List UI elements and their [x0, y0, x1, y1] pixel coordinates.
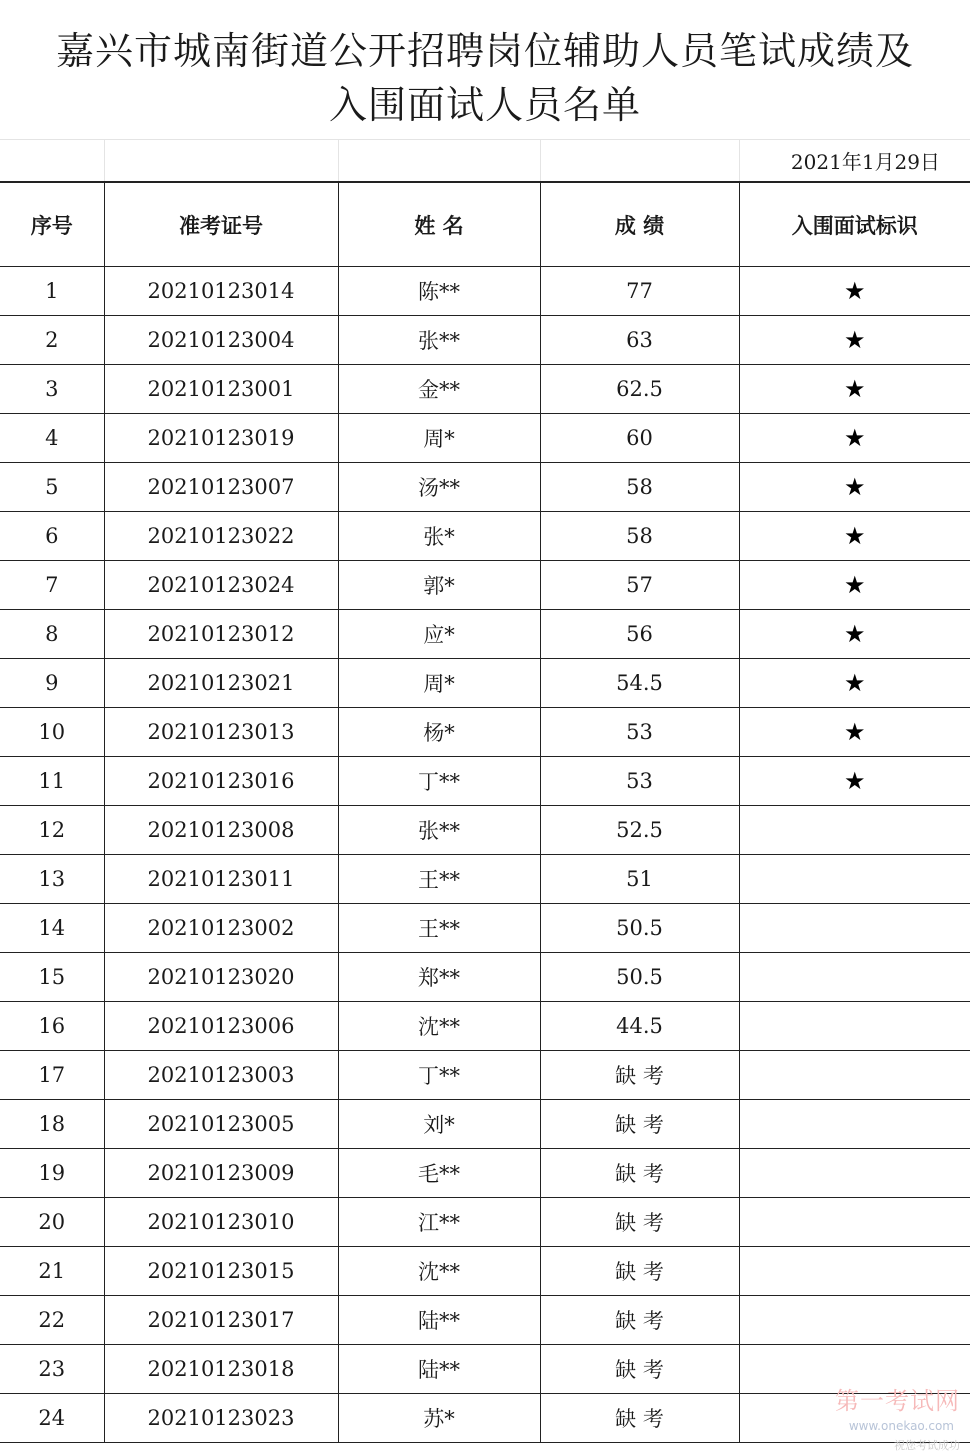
star-icon: ★: [843, 571, 866, 599]
score-cell: 51: [540, 855, 739, 904]
interview-mark-cell: [739, 757, 970, 806]
star-icon: ★: [843, 669, 866, 697]
serial-number-cell: 3: [0, 365, 104, 414]
interview-mark-cell: [739, 806, 970, 855]
table-row: [0, 1296, 970, 1345]
table-row: [0, 904, 970, 953]
results-table: [0, 139, 970, 1443]
serial-number-cell: 21: [0, 1247, 104, 1296]
name-cell: 汤**: [338, 463, 540, 512]
score-cell: 50.5: [540, 904, 739, 953]
serial-number-cell: 8: [0, 610, 104, 659]
table-row: [0, 365, 970, 414]
table-row: [0, 953, 970, 1002]
name-cell: 丁**: [338, 1051, 540, 1100]
name-cell: 陆**: [338, 1345, 540, 1394]
serial-number-cell: 5: [0, 463, 104, 512]
name-cell: 陈**: [338, 267, 540, 316]
watermark-site-name: 第一考试网: [835, 1387, 960, 1415]
score-cell: 缺 考: [540, 1100, 739, 1149]
site-watermark: [810, 1387, 960, 1452]
name-cell: 郑**: [338, 953, 540, 1002]
exam-id-cell: 20210123001: [104, 365, 338, 414]
name-cell: 江**: [338, 1198, 540, 1247]
score-cell: 63: [540, 316, 739, 365]
interview-mark-cell: [739, 561, 970, 610]
star-icon: ★: [843, 473, 866, 501]
table-row: [0, 463, 970, 512]
star-icon: ★: [843, 767, 866, 795]
serial-number-cell: 9: [0, 659, 104, 708]
score-cell: 53: [540, 757, 739, 806]
serial-number-cell: 1: [0, 267, 104, 316]
serial-number-cell: 11: [0, 757, 104, 806]
star-icon: ★: [843, 718, 866, 746]
interview-mark-cell: [739, 1002, 970, 1051]
score-cell: 54.5: [540, 659, 739, 708]
serial-number-cell: 19: [0, 1149, 104, 1198]
score-cell: 57: [540, 561, 739, 610]
exam-id-cell: 20210123013: [104, 708, 338, 757]
exam-id-cell: 20210123018: [104, 1345, 338, 1394]
header-name: 姓 名: [338, 182, 540, 267]
name-cell: 丁**: [338, 757, 540, 806]
name-cell: 张**: [338, 316, 540, 365]
table-row: [0, 267, 970, 316]
exam-id-cell: 20210123015: [104, 1247, 338, 1296]
serial-number-cell: 24: [0, 1394, 104, 1443]
interview-mark-cell: [739, 1051, 970, 1100]
exam-id-cell: 20210123024: [104, 561, 338, 610]
table-row: [0, 1002, 970, 1051]
star-icon: ★: [843, 326, 866, 354]
serial-number-cell: 2: [0, 316, 104, 365]
exam-id-cell: 20210123006: [104, 1002, 338, 1051]
name-cell: 苏*: [338, 1394, 540, 1443]
exam-id-cell: 20210123002: [104, 904, 338, 953]
exam-id-cell: 20210123022: [104, 512, 338, 561]
interview-mark-cell: [739, 855, 970, 904]
header-exam-id: 准考证号: [104, 182, 338, 267]
name-cell: 郭*: [338, 561, 540, 610]
interview-mark-cell: [739, 708, 970, 757]
serial-number-cell: 20: [0, 1198, 104, 1247]
exam-id-cell: 20210123012: [104, 610, 338, 659]
table-row: [0, 512, 970, 561]
score-cell: 缺 考: [540, 1149, 739, 1198]
exam-id-cell: 20210123017: [104, 1296, 338, 1345]
name-cell: 杨*: [338, 708, 540, 757]
exam-id-cell: 20210123019: [104, 414, 338, 463]
score-cell: 58: [540, 512, 739, 561]
name-cell: 刘*: [338, 1100, 540, 1149]
name-cell: 毛**: [338, 1149, 540, 1198]
header-score: 成 绩: [540, 182, 739, 267]
table-row: [0, 1247, 970, 1296]
exam-id-cell: 20210123023: [104, 1394, 338, 1443]
serial-number-cell: 18: [0, 1100, 104, 1149]
serial-number-cell: 6: [0, 512, 104, 561]
interview-mark-cell: [739, 1100, 970, 1149]
interview-mark-cell: [739, 267, 970, 316]
exam-id-cell: 20210123008: [104, 806, 338, 855]
star-icon: ★: [843, 424, 866, 452]
exam-id-cell: 20210123005: [104, 1100, 338, 1149]
serial-number-cell: 15: [0, 953, 104, 1002]
name-cell: 沈**: [338, 1247, 540, 1296]
exam-id-cell: 20210123011: [104, 855, 338, 904]
serial-number-cell: 4: [0, 414, 104, 463]
interview-mark-cell: [739, 1247, 970, 1296]
table-row: [0, 610, 970, 659]
serial-number-cell: 7: [0, 561, 104, 610]
score-cell: 50.5: [540, 953, 739, 1002]
name-cell: 周*: [338, 659, 540, 708]
interview-mark-cell: [739, 414, 970, 463]
interview-mark-cell: [739, 365, 970, 414]
exam-id-cell: 20210123003: [104, 1051, 338, 1100]
exam-id-cell: 20210123020: [104, 953, 338, 1002]
header-interview-mark: 入围面试标识: [739, 182, 970, 267]
star-icon: ★: [843, 277, 866, 305]
table-row: [0, 855, 970, 904]
table-row: [0, 561, 970, 610]
star-icon: ★: [843, 522, 866, 550]
score-cell: 缺 考: [540, 1247, 739, 1296]
serial-number-cell: 13: [0, 855, 104, 904]
exam-id-cell: 20210123016: [104, 757, 338, 806]
name-cell: 王**: [338, 855, 540, 904]
serial-number-cell: 17: [0, 1051, 104, 1100]
interview-mark-cell: [739, 1198, 970, 1247]
table-row: [0, 659, 970, 708]
interview-mark-cell: [739, 953, 970, 1002]
table-row: [0, 1198, 970, 1247]
score-cell: 53: [540, 708, 739, 757]
interview-mark-cell: [739, 1296, 970, 1345]
score-cell: 62.5: [540, 365, 739, 414]
score-cell: 56: [540, 610, 739, 659]
header-row: [0, 182, 970, 267]
score-cell: 缺 考: [540, 1051, 739, 1100]
star-icon: ★: [843, 375, 866, 403]
table-row: [0, 1149, 970, 1198]
serial-number-cell: 16: [0, 1002, 104, 1051]
score-cell: 52.5: [540, 806, 739, 855]
exam-id-cell: 20210123010: [104, 1198, 338, 1247]
exam-id-cell: 20210123021: [104, 659, 338, 708]
interview-mark-cell: [739, 659, 970, 708]
table-row: [0, 708, 970, 757]
score-cell: 58: [540, 463, 739, 512]
score-cell: 缺 考: [540, 1345, 739, 1394]
watermark-url: www.onekao.com: [848, 1419, 954, 1433]
title-line-1: 嘉兴市城南街道公开招聘岗位辅助人员笔试成绩及: [55, 29, 914, 73]
table-row: [0, 806, 970, 855]
serial-number-cell: 10: [0, 708, 104, 757]
interview-mark-cell: [739, 1149, 970, 1198]
interview-mark-cell: [739, 512, 970, 561]
interview-mark-cell: [739, 904, 970, 953]
table-row: [0, 316, 970, 365]
title-line-2: 入围面试人员名单: [328, 83, 641, 127]
watermark-slogan: 祝您考试成功: [894, 1439, 960, 1452]
exam-id-cell: 20210123004: [104, 316, 338, 365]
table-row: [0, 1100, 970, 1149]
table-row: [0, 414, 970, 463]
table-row: [0, 757, 970, 806]
serial-number-cell: 23: [0, 1345, 104, 1394]
exam-id-cell: 20210123007: [104, 463, 338, 512]
interview-mark-cell: [739, 316, 970, 365]
score-cell: 缺 考: [540, 1394, 739, 1443]
serial-number-cell: 14: [0, 904, 104, 953]
date-row: [0, 140, 970, 183]
exam-id-cell: 20210123014: [104, 267, 338, 316]
name-cell: 应*: [338, 610, 540, 659]
name-cell: 张**: [338, 806, 540, 855]
document-date: 2021年1月29日: [739, 140, 970, 183]
serial-number-cell: 12: [0, 806, 104, 855]
score-cell: 44.5: [540, 1002, 739, 1051]
score-cell: 77: [540, 267, 739, 316]
name-cell: 金**: [338, 365, 540, 414]
name-cell: 张*: [338, 512, 540, 561]
score-cell: 缺 考: [540, 1198, 739, 1247]
name-cell: 沈**: [338, 1002, 540, 1051]
serial-number-cell: 22: [0, 1296, 104, 1345]
document-title: [0, 24, 970, 132]
name-cell: 陆**: [338, 1296, 540, 1345]
header-serial-number: 序号: [0, 182, 104, 267]
score-cell: 缺 考: [540, 1296, 739, 1345]
table-row: [0, 1051, 970, 1100]
name-cell: 王**: [338, 904, 540, 953]
name-cell: 周*: [338, 414, 540, 463]
star-icon: ★: [843, 620, 866, 648]
interview-mark-cell: [739, 463, 970, 512]
exam-id-cell: 20210123009: [104, 1149, 338, 1198]
score-cell: 60: [540, 414, 739, 463]
interview-mark-cell: [739, 610, 970, 659]
